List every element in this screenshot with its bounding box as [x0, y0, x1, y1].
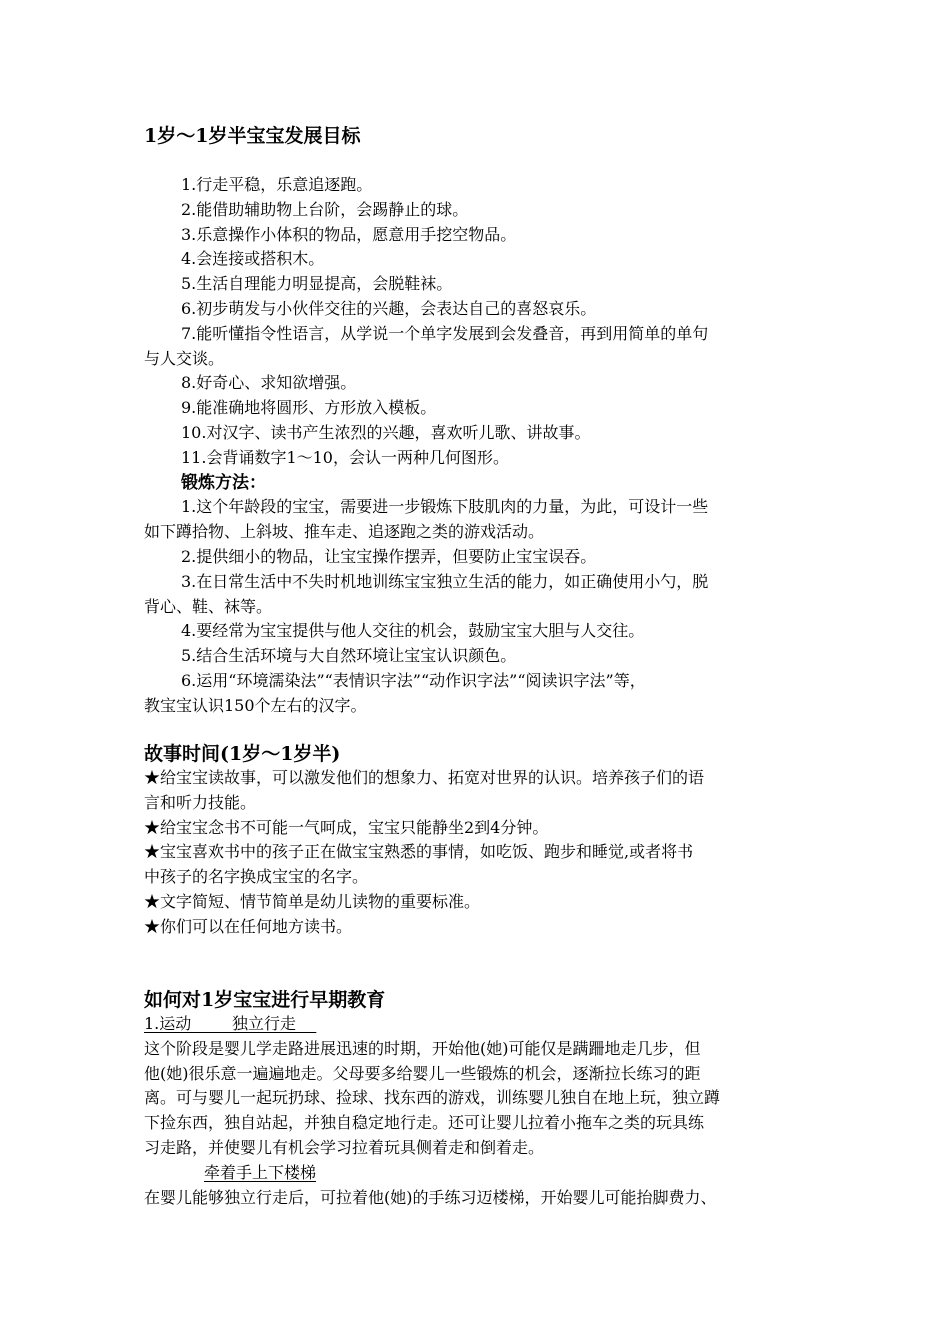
- goal-line: 11.会背诵数字1～10，会认一两种几何图形。: [181, 447, 509, 467]
- paragraph-line: 在婴儿能够独立行走后，可拉着他(她)的手练习迈楼梯，开始婴儿可能抬脚费力、: [144, 1187, 717, 1207]
- paragraph-line: 他(她)很乐意一遍遍地走。父母要多给婴儿一些锻炼的机会，逐渐拉长练习的距: [144, 1063, 701, 1083]
- walking-paragraph: [144, 1037, 816, 1161]
- story-line: 言和听力技能。: [144, 792, 257, 812]
- section-title-story: 故事时间(1岁～1岁半): [144, 743, 341, 765]
- method-line: 2.提供细小的物品，让宝宝操作摆弄，但要防止宝宝误吞。: [181, 546, 597, 566]
- subheading-walking-text: 1.运动 独立行走: [144, 1014, 317, 1033]
- story-line: ★给宝宝念书不可能一气呵成，宝宝只能静坐2到4分钟。: [144, 817, 549, 837]
- method-line: 5.结合生活环境与大自然环境让宝宝认识颜色。: [181, 646, 517, 666]
- goals-list: [144, 173, 816, 471]
- story-line: ★文字简短、情节简单是幼儿读物的重要标准。: [144, 891, 481, 911]
- story-line: 中孩子的名字换成宝宝的名字。: [144, 867, 369, 887]
- goal-line: 10.对汉字、读书产生浓烈的兴趣，喜欢听儿歌、讲故事。: [181, 422, 591, 442]
- subheading-stairs: [144, 1161, 816, 1186]
- section-story-time: [144, 742, 816, 940]
- goal-line: 1.行走平稳，乐意追逐跑。: [181, 175, 373, 194]
- methods-list: [144, 495, 816, 718]
- goal-line: 与人交谈。: [144, 348, 225, 368]
- stairs-paragraph: [144, 1186, 816, 1211]
- story-line: ★宝宝喜欢书中的孩子正在做宝宝熟悉的事情，如吃饭、跑步和睡觉,或者将书: [144, 842, 694, 862]
- paragraph-line: 习走路，并使婴儿有机会学习拉着玩具侧着走和倒着走。: [144, 1137, 545, 1157]
- paragraph-line: 下捡东西，独自站起，并独自稳定地行走。还可让婴儿拉着小拖车之类的玩具练: [144, 1113, 705, 1133]
- story-line: ★你们可以在任何地方读书。: [144, 916, 353, 936]
- method-line: 如下蹲拾物、上斜坡、推车走、追逐跑之类的游戏活动。: [144, 522, 545, 542]
- goal-line: 3.乐意操作小体积的物品，愿意用手挖空物品。: [181, 224, 517, 244]
- method-line: 6.运用“环境濡染法”“表情识字法”“动作识字法”“阅读识字法”等，: [181, 670, 646, 690]
- goal-line: 6.初步萌发与小伙伴交往的兴趣，会表达自己的喜怒哀乐。: [181, 298, 597, 318]
- goal-line: 7.能听懂指令性语言，从学说一个单字发展到会发叠音，再到用简单的单句: [181, 323, 709, 343]
- method-line: 3.在日常生活中不失时机地训练宝宝独立生活的能力，如正确使用小勺，脱: [181, 571, 709, 591]
- method-line: 背心、鞋、袜等。: [144, 596, 273, 616]
- goal-line: 8.好奇心、求知欲增强。: [181, 373, 357, 393]
- goal-line: 2.能借助辅助物上台阶，会踢静止的球。: [181, 199, 469, 219]
- subheading-stairs-text: 牵着手上下楼梯: [204, 1162, 317, 1182]
- section-title-education: 如何对1岁宝宝进行早期教育: [144, 989, 386, 1011]
- subheading-walking: [144, 1012, 816, 1037]
- methods-heading: 锻炼方法：: [181, 472, 266, 493]
- section-early-education: [144, 988, 816, 1210]
- method-line: 1.这个年龄段的宝宝，需要进一步锻炼下肢肌肉的力量，为此，可设计一些: [181, 497, 709, 517]
- story-line: ★给宝宝读故事，可以激发他们的想象力、拓宽对世界的认识。培养孩子们的语: [144, 768, 705, 787]
- section-development-goals: [144, 124, 816, 719]
- method-line: 教宝宝认识150个左右的汉字。: [144, 695, 367, 715]
- paragraph-line: 离。可与婴儿一起玩扔球、捡球、找东西的游戏，训练婴儿独自在地上玩，独立蹲: [144, 1088, 721, 1108]
- paragraph-line: 这个阶段是婴儿学走路进展迅速的时期，开始他(她)可能仅是蹒跚地走几步，但: [144, 1038, 701, 1058]
- goal-line: 4.会连接或搭积木。: [181, 249, 325, 269]
- goal-line: 9.能准确地将圆形、方形放入模板。: [181, 398, 437, 418]
- goal-line: 5.生活自理能力明显提高，会脱鞋袜。: [181, 274, 453, 294]
- method-line: 4.要经常为宝宝提供与他人交往的机会，鼓励宝宝大胆与人交往。: [181, 621, 645, 641]
- section-title-goals: 1岁～1岁半宝宝发展目标: [144, 125, 361, 147]
- story-tips: [144, 766, 816, 940]
